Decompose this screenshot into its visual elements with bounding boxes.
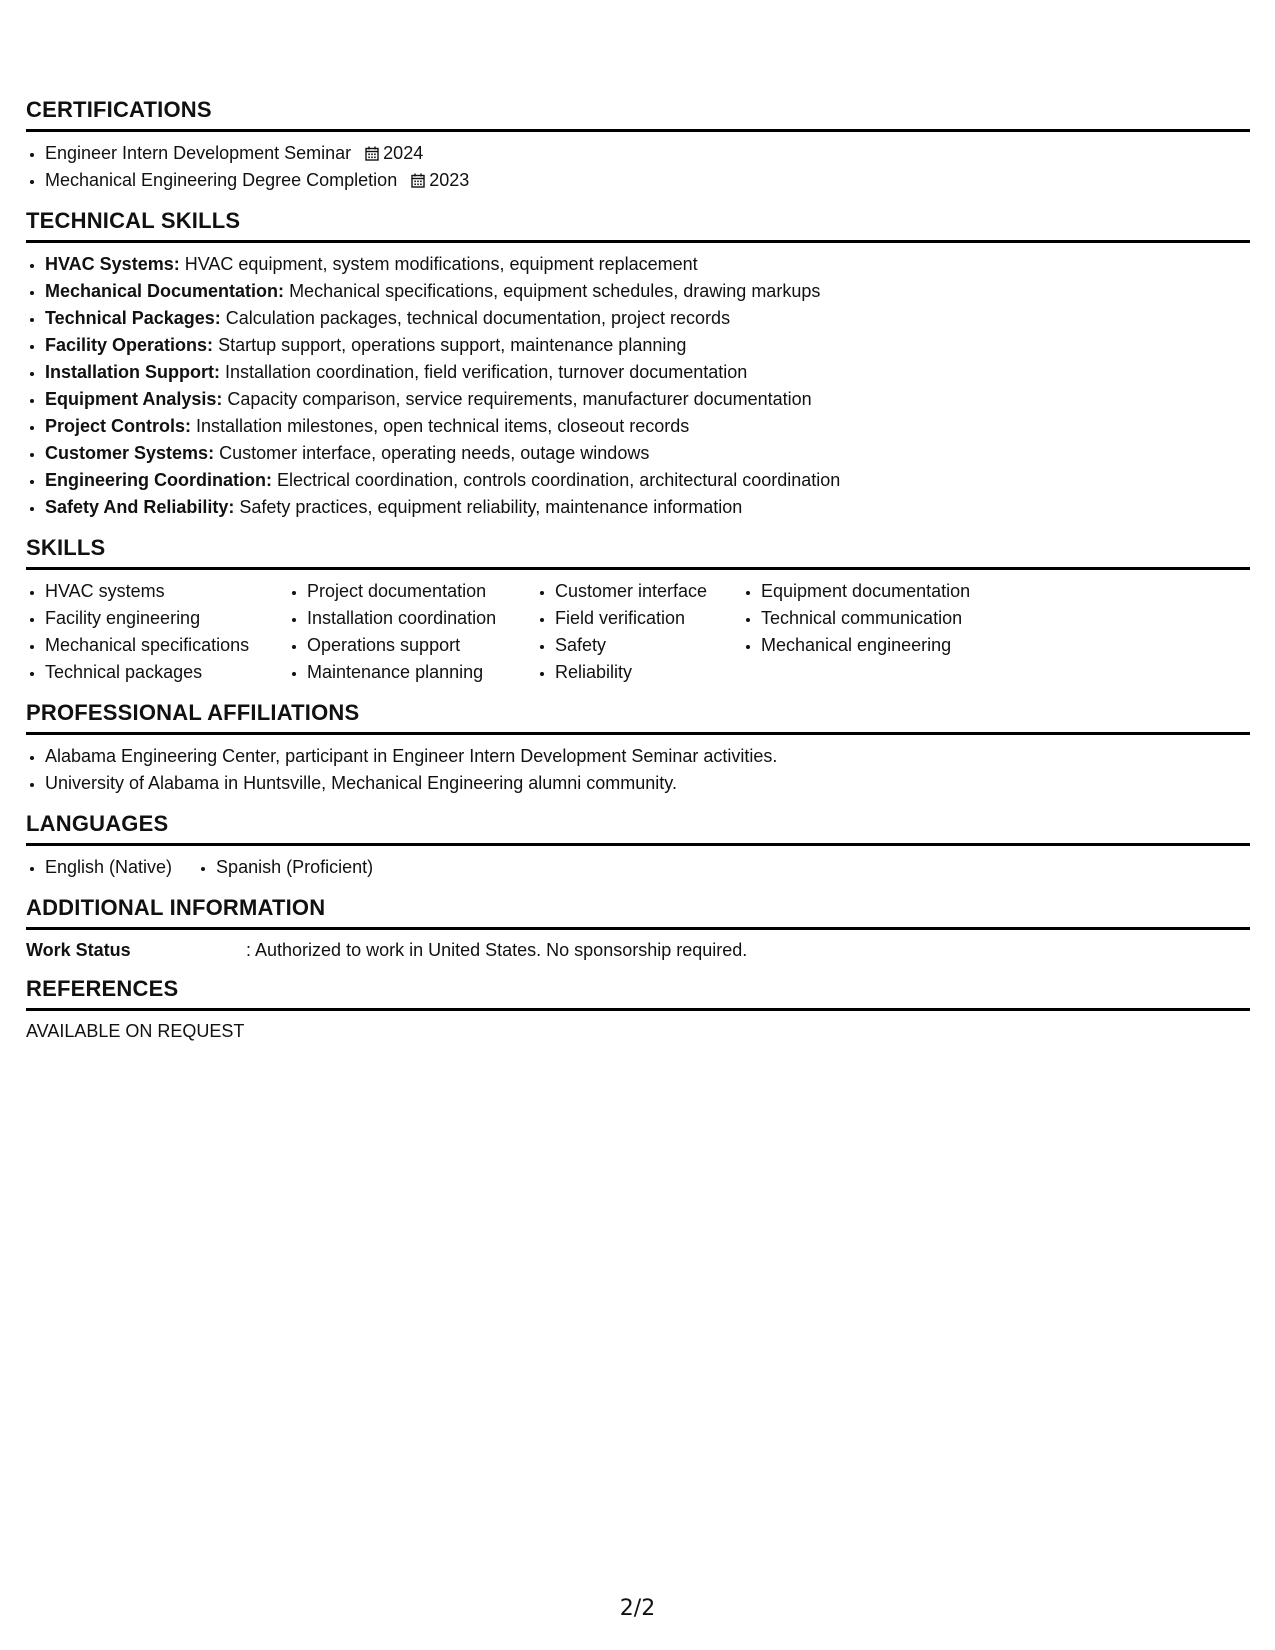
certification-year: 2024 (383, 143, 424, 163)
affiliation-item: • Alabama Engineering Center, participant in Engineer Intern Development Seminar activities. (45, 743, 1250, 770)
skill-item: • Reliability (555, 659, 742, 686)
language-item: • Spanish (Proficient) (216, 854, 373, 881)
page-number: 2/2 (619, 1596, 656, 1621)
technical-skill-item (45, 332, 1250, 359)
references-text: AVAILABLE ON REQUEST (26, 1021, 245, 1041)
skills-columns (26, 578, 1250, 686)
technical-skills-list (26, 251, 1250, 521)
technical-skills-title: TECHNICAL SKILLS (26, 208, 1250, 243)
affiliations-list (26, 743, 1250, 797)
certification-item (45, 140, 1250, 167)
skill-item: • Equipment documentation (761, 578, 1021, 605)
skill-item: • Installation coordination (307, 605, 536, 632)
technical-skill-label: Safety And Reliability: (45, 497, 235, 517)
technical-skill-label: Installation Support: (45, 362, 220, 382)
references-title: REFERENCES (26, 976, 1250, 1011)
technical-skill-label: Customer Systems: (45, 443, 215, 463)
technical-skill-text: Customer interface, operating needs, outage windows (219, 443, 650, 463)
affiliations-section (26, 700, 1250, 797)
technical-skill-label: Technical Packages: (45, 308, 221, 328)
technical-skill-label: Facility Operations: (45, 335, 214, 355)
technical-skill-label: Equipment Analysis: (45, 389, 223, 409)
work-status-label: Work Status (26, 940, 131, 960)
technical-skill-text: Safety practices, equipment reliability, maintenance information (239, 497, 743, 517)
resume-page (26, 97, 1250, 1057)
skill-item: • Technical packages (45, 659, 288, 686)
additional-info-title: ADDITIONAL INFORMATION (26, 895, 1250, 930)
technical-skill-item (45, 467, 1250, 494)
skills-column (742, 578, 1021, 686)
skills-column (536, 578, 742, 686)
skill-item: • Maintenance planning (307, 659, 536, 686)
skill-item: • Mechanical specifications (45, 632, 288, 659)
affiliation-item: • University of Alabama in Huntsville, Mechanical Engineering alumni community. (45, 770, 1250, 797)
work-status-row (26, 938, 1250, 962)
affiliations-title: PROFESSIONAL AFFILIATIONS (26, 700, 1250, 735)
technical-skill-text: Capacity comparison, service requirements, manufacturer documentation (227, 389, 812, 409)
certification-name: Mechanical Engineering Degree Completion (45, 170, 398, 190)
technical-skills-section (26, 208, 1250, 521)
skill-item: • Operations support (307, 632, 536, 659)
additional-info-section (26, 895, 1250, 962)
skill-item: • Technical communication (761, 605, 1021, 632)
technical-skill-item (45, 359, 1250, 386)
technical-skill-text: Installation milestones, open technical items, closeout records (196, 416, 690, 436)
work-status-value: : Authorized to work in United States. No sponsorship required. (246, 940, 748, 960)
technical-skill-label: Mechanical Documentation: (45, 281, 285, 301)
certifications-title: CERTIFICATIONS (26, 97, 1250, 132)
references-section (26, 976, 1250, 1043)
technical-skill-text: Calculation packages, technical documentation, project records (225, 308, 731, 328)
technical-skill-item (45, 305, 1250, 332)
skill-item: • HVAC systems (45, 578, 288, 605)
certifications-list (26, 140, 1250, 194)
skill-item: • Safety (555, 632, 742, 659)
language-item: • English (Native) (45, 854, 172, 881)
technical-skill-item (45, 413, 1250, 440)
technical-skill-item (45, 278, 1250, 305)
skill-item: • Facility engineering (45, 605, 288, 632)
technical-skill-item (45, 440, 1250, 467)
technical-skill-label: HVAC Systems: (45, 254, 180, 274)
certification-item (45, 167, 1250, 194)
calendar-icon (365, 146, 379, 161)
languages-section (26, 811, 1250, 881)
technical-skill-text: Installation coordination, field verification, turnover documentation (225, 362, 748, 382)
languages-list (26, 854, 1250, 881)
skills-title: SKILLS (26, 535, 1250, 570)
technical-skill-item (45, 494, 1250, 521)
technical-skill-item (45, 251, 1250, 278)
skills-section (26, 535, 1250, 686)
technical-skill-label: Engineering Coordination: (45, 470, 272, 490)
languages-title: LANGUAGES (26, 811, 1250, 846)
skill-item: • Mechanical engineering (761, 632, 1021, 659)
certification-name: Engineer Intern Development Seminar (45, 143, 352, 163)
skills-column (26, 578, 288, 686)
technical-skill-label: Project Controls: (45, 416, 192, 436)
certifications-section (26, 97, 1250, 194)
technical-skill-item (45, 386, 1250, 413)
skill-item: • Customer interface (555, 578, 742, 605)
skills-column (288, 578, 536, 686)
certification-year: 2023 (429, 170, 470, 190)
technical-skill-text: Startup support, operations support, maintenance planning (218, 335, 687, 355)
skill-item: • Field verification (555, 605, 742, 632)
skill-item: • Project documentation (307, 578, 536, 605)
technical-skill-text: HVAC equipment, system modifications, equipment replacement (184, 254, 698, 274)
technical-skill-text: Electrical coordination, controls coordination, architectural coordination (277, 470, 841, 490)
calendar-icon (411, 173, 425, 188)
technical-skill-text: Mechanical specifications, equipment schedules, drawing markups (289, 281, 821, 301)
